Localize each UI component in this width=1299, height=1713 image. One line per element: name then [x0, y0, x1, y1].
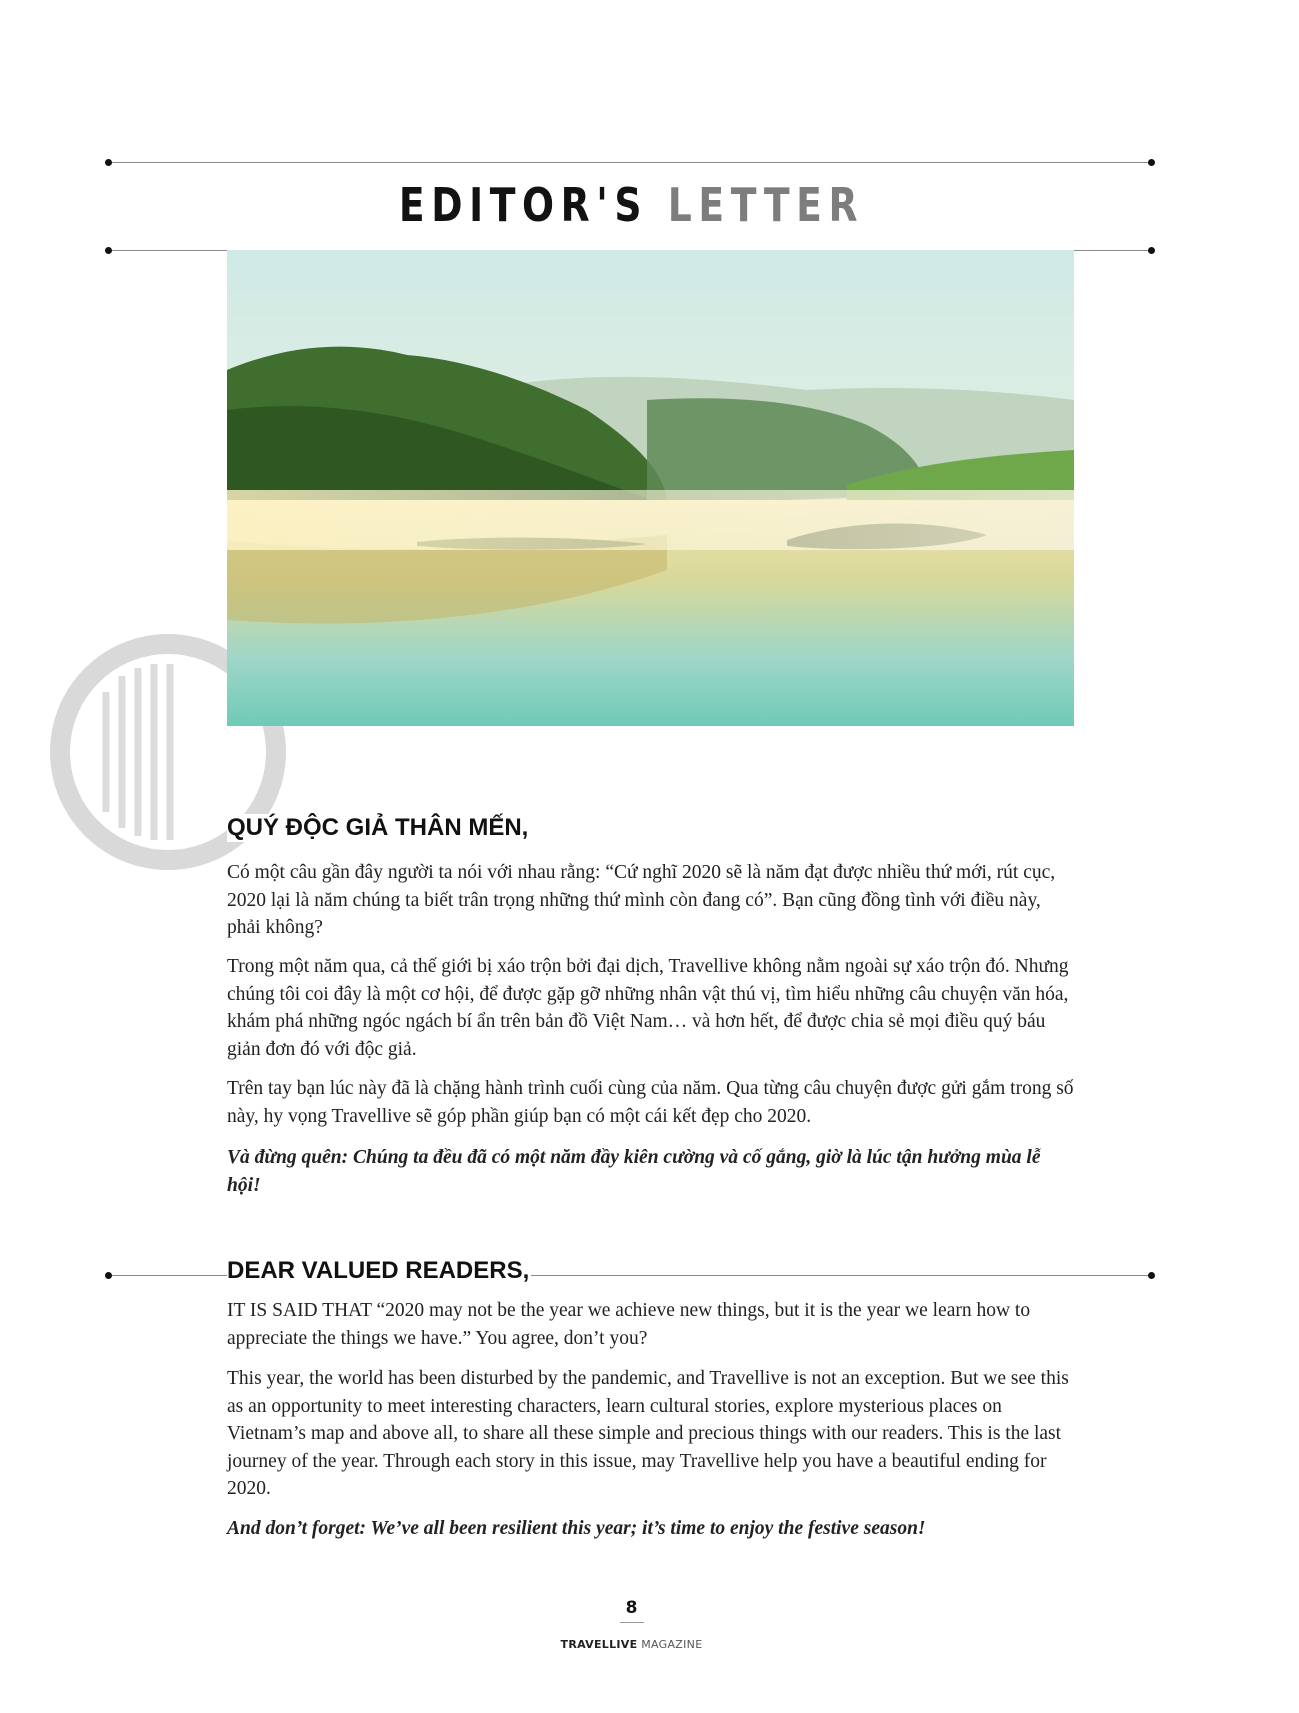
page-number: 8 — [625, 1598, 638, 1618]
header-top-rule — [108, 162, 1152, 163]
page-title — [114, 178, 1150, 232]
rule-dot — [1148, 1272, 1155, 1279]
footer-magazine-label: MAGAZINE — [641, 1638, 703, 1651]
vietnamese-paragraph: Trên tay bạn lúc này đã là chặng hành trình cuối cùng của năm. Qua từng câu chuyện được gửi gắm trong số này, hy vọng Travellive sẽ góp phần giúp bạn có một cái kết đẹp cho 2020. — [227, 1078, 1074, 1127]
vietnamese-heading: QUÝ ĐỘC GIẢ THÂN MẾN, — [227, 814, 529, 841]
vietnamese-paragraph: Có một câu gần đây người ta nói với nhau rằng: “Cứ nghĩ 2020 sẽ là năm đạt được nhiều thứ mới, rút cục, 2020 lại là năm chúng ta biết trân trọng những thứ mình còn đang có”. Bạn cũng đồng tình với điều này, phải không? — [227, 862, 1056, 938]
english-paragraph: IT IS SAID THAT “2020 may not be the year we achieve new things, but it is the year we learn how to appreciate the things we have.” You agree, don’t you? — [227, 1300, 1031, 1349]
lake-photo — [227, 250, 1074, 726]
english-heading: DEAR VALUED READERS, — [227, 1257, 530, 1284]
rule-dot — [105, 1272, 112, 1279]
rule-dot — [105, 247, 112, 254]
vietnamese-closing: Và đừng quên: Chúng ta đều đã có một năm đầy kiên cường và cố gắng, giờ là lúc tận hưởng mùa lễ hội! — [227, 1147, 1041, 1196]
title-part-editors: EDITOR'S — [398, 178, 649, 232]
rule-dot — [1148, 159, 1155, 166]
footer-brand-name: TRAVELLIVE — [560, 1638, 638, 1651]
english-closing: And don’t forget: We’ve all been resilient this year; it’s time to enjoy the festive season! — [227, 1518, 926, 1539]
page-number-underline — [620, 1622, 644, 1623]
english-paragraph: This year, the world has been disturbed by the pandemic, and Travellive is not an exception. But we see this as an opportunity to meet interesting characters, learn cultural stories, explore mysterious places on Vietnam’s map and above all, to share all these simple and precious things with our readers. This is the last journey of the year. Through each story in this issue, may Travellive help you have a beautiful ending for 2020. — [227, 1368, 1069, 1499]
title-part-letter: LETTER — [667, 178, 865, 232]
footer-brand — [0, 1638, 1263, 1651]
rule-dot — [1148, 247, 1155, 254]
rule-dot — [105, 159, 112, 166]
vietnamese-paragraph: Trong một năm qua, cả thế giới bị xáo trộn bởi đại dịch, Travellive không nằm ngoài sự xáo trộn đó. Nhưng chúng tôi coi đây là một cơ hội, để được gặp gỡ những nhân vật thú vị, tìm hiểu những câu chuyện văn hóa, khám phá những ngóc ngách bí ẩn trên bản đồ Việt Nam… và hơn hết, để được chia sẻ mọi điều quý báu giản đơn đó với độc giả. — [227, 956, 1069, 1060]
